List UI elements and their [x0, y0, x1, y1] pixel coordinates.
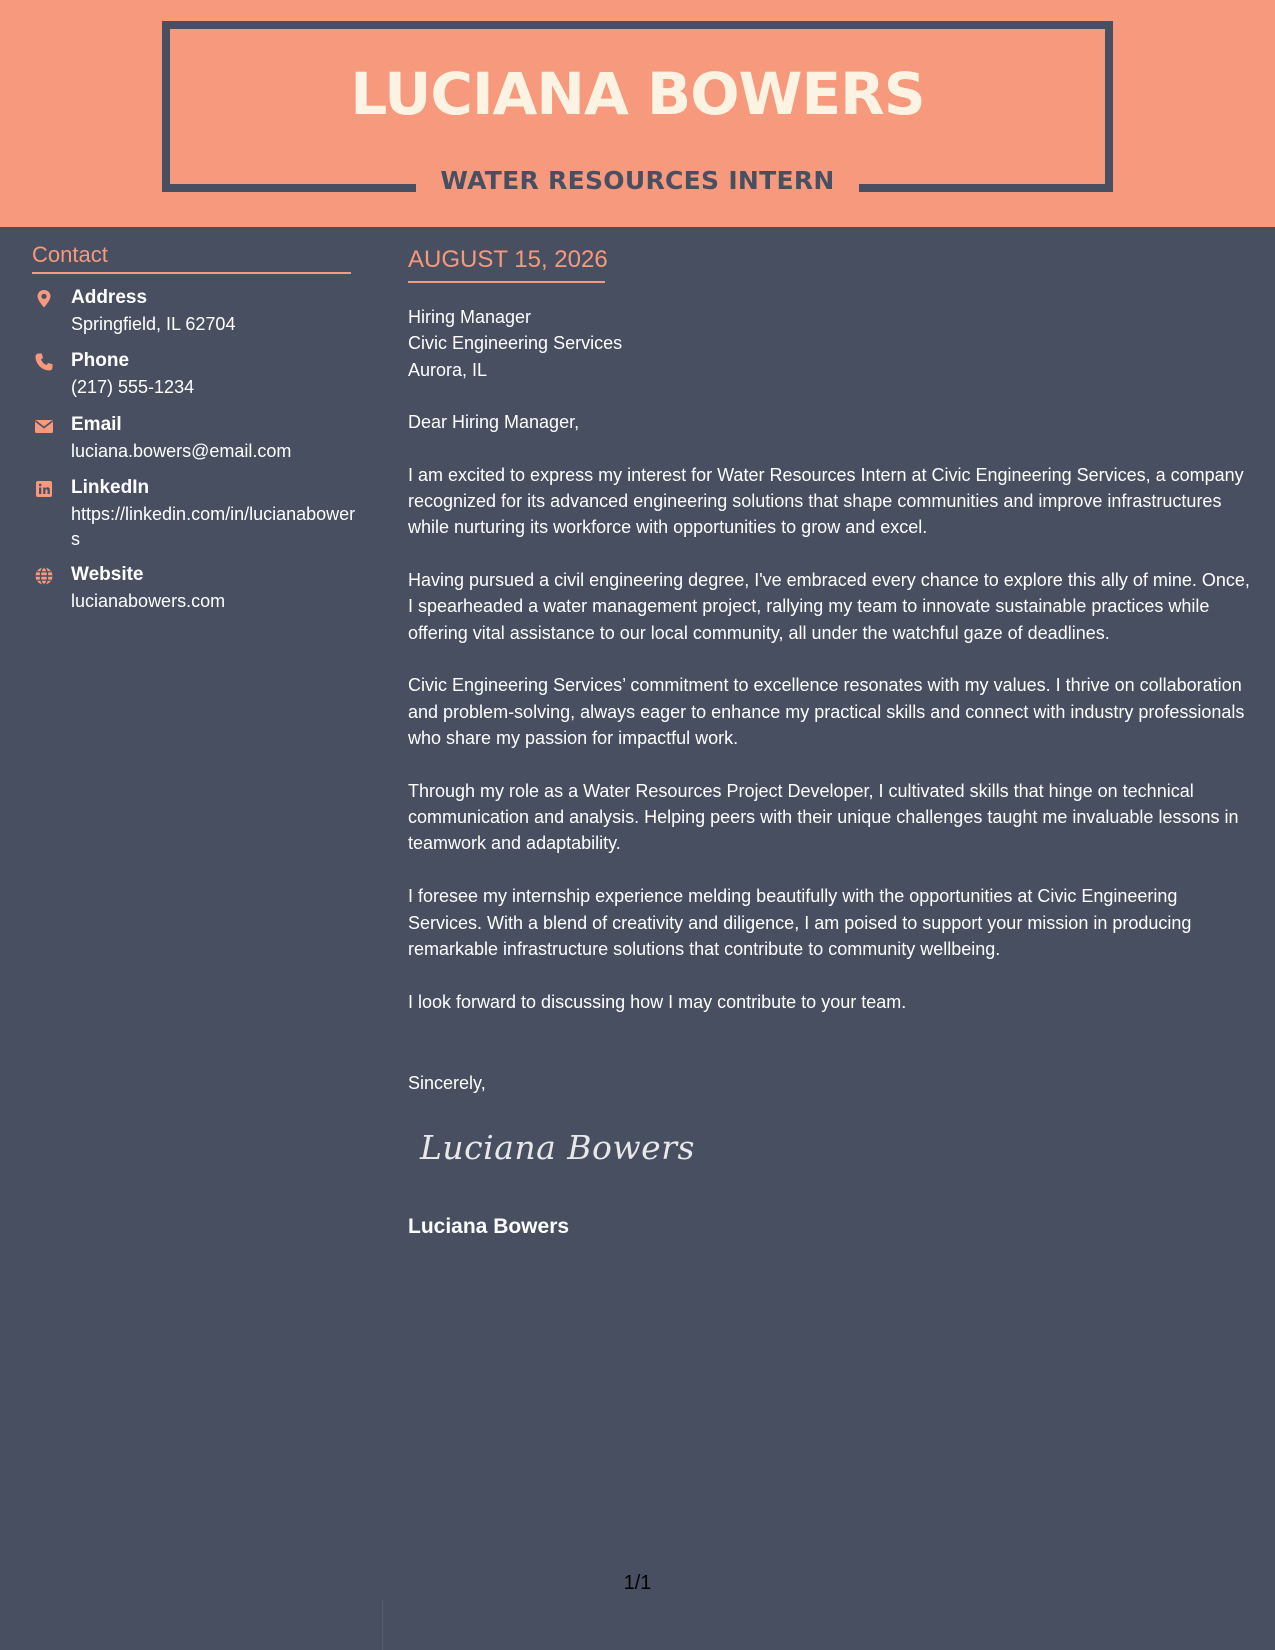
salutation: Dear Hiring Manager,	[408, 411, 580, 432]
header-banner	[0, 0, 1275, 227]
letter-paragraph: I look forward to discussing how I may contribute to your team.	[408, 991, 907, 1012]
linkedin-value[interactable]: https://linkedin.com/in/lucianabowers	[71, 504, 356, 549]
handwritten-signature: Luciana Bowers	[420, 1128, 695, 1167]
letter-paragraph: Having pursued a civil engineering degree, I've embraced every chance to explore this ally of mine. Once, I spearheaded a water management project, rallying my team to innovate sustainable practices while offering vital assistance to our local community, all under the watchful gaze of deadlines.	[408, 570, 1250, 643]
closing: Sincerely,	[408, 1073, 486, 1093]
globe-icon	[34, 566, 54, 586]
contact-divider	[32, 272, 351, 274]
map-pin-icon	[34, 289, 54, 309]
letter-paragraph: I am excited to express my interest for Water Resources Intern at Civic Engineering Services, a company recognized for its advanced engineering solutions that shape communities and improve infrastructures while nurturing its workforce with opportunities to grow and excel.	[408, 464, 1244, 538]
phone-value: (217) 555-1234	[71, 377, 195, 397]
letter-body	[408, 304, 1253, 1041]
signer-name: Luciana Bowers	[408, 1215, 570, 1238]
letter-paragraph: I foresee my internship experience melding beautifully with the opportunities at Civic Engineering Services. With a blend of creativity and diligence, I am poised to support your mission in producing remarkable infrastructure solutions that contribute to community wellbeing.	[408, 886, 1192, 959]
linkedin-icon	[34, 479, 54, 499]
letter-paragraph: Through my role as a Water Resources Project Developer, I cultivated skills that hinge on technical communication and analysis. Helping peers with their unique challenges taught me invaluable lessons in teamwork and adaptability.	[408, 780, 1239, 854]
email-value[interactable]: luciana.bowers@email.com	[71, 441, 292, 461]
applicant-name: LUCIANA BOWERS	[350, 60, 925, 128]
address-value: Springfield, IL 62704	[71, 314, 236, 334]
envelope-icon	[34, 416, 54, 436]
job-title: WATER RESOURCES INTERN	[440, 166, 835, 195]
page-number: 1/1	[623, 1572, 652, 1594]
address-label: Address	[71, 287, 148, 308]
recipient-line: Hiring Manager	[408, 307, 532, 327]
column-divider	[382, 1600, 383, 1650]
phone-label: Phone	[71, 350, 130, 371]
letter-date: AUGUST 15, 2026	[408, 246, 608, 273]
website-value[interactable]: lucianabowers.com	[71, 591, 226, 611]
phone-icon	[34, 352, 54, 372]
contact-heading: Contact	[32, 242, 108, 267]
website-label: Website	[71, 564, 144, 585]
letter-paragraph: Civic Engineering Services’ commitment to excellence resonates with my values. I thrive on collaboration and problem-solving, always eager to enhance my practical skills and connect with industry professionals who share my passion for impactful work.	[408, 675, 1245, 749]
date-underline	[408, 281, 605, 283]
recipient-line: Civic Engineering Services	[408, 333, 623, 354]
linkedin-label: LinkedIn	[71, 477, 150, 498]
recipient-block	[408, 304, 1253, 383]
recipient-line: Aurora, IL	[408, 359, 488, 380]
email-label: Email	[71, 414, 122, 435]
